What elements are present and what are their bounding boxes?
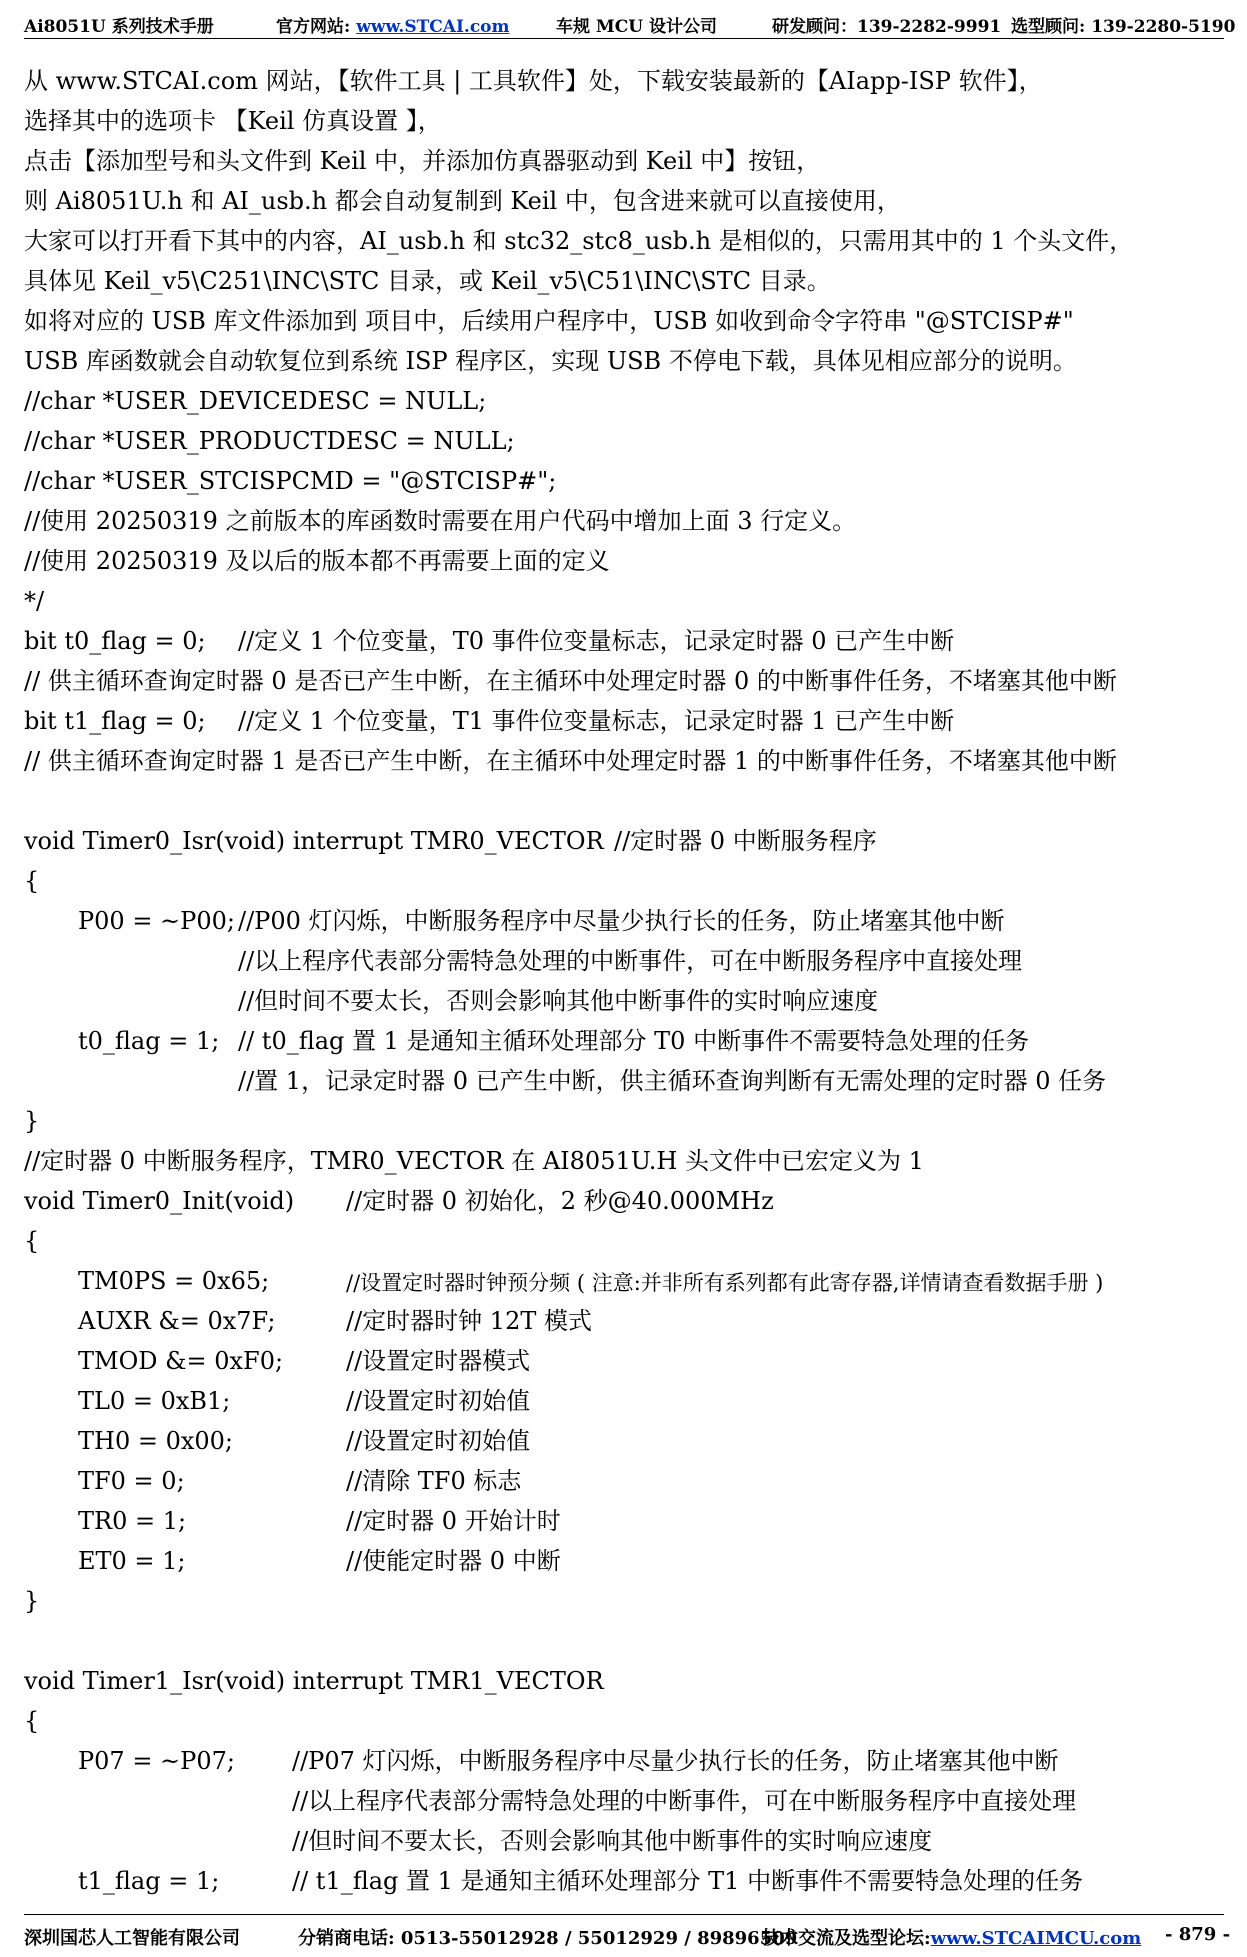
code-function-header: void Timer0_Isr(void) interrupt TMR0_VECTOR bbox=[24, 827, 604, 855]
code-comment: // 供主循环查询定时器 1 是否已产生中断，在主循环中处理定时器 1 的中断事件任务，不堵塞其他中断 bbox=[24, 747, 1117, 775]
code-comment: //定义 1 个位变量，T1 事件位变量标志，记录定时器 1 已产生中断 bbox=[238, 707, 955, 735]
text-line: 点击【添加型号和头文件到 Keil 中，并添加仿真器驱动到 Keil 中】按钮， bbox=[24, 147, 821, 175]
code-line: //char *USER_PRODUCTDESC = NULL; bbox=[24, 427, 515, 455]
code-comment: // 供主循环查询定时器 0 是否已产生中断，在主循环中处理定时器 0 的中断事件任务，不堵塞其他中断 bbox=[24, 667, 1117, 695]
code-statement: TR0 = 1; bbox=[78, 1507, 187, 1535]
code-line: */ bbox=[24, 587, 45, 615]
code-statement: TM0PS = 0x65; bbox=[78, 1267, 270, 1295]
website-label: 官方网站: bbox=[276, 17, 357, 37]
forum-label: 技术交流及选型论坛: bbox=[762, 1928, 931, 1949]
text-line: 则 Ai8051U.h 和 AI_usb.h 都会自动复制到 Keil 中，包含进来就可以直接使用， bbox=[24, 187, 901, 215]
rd-consultant-phone: 研发顾问：139-2282-9991 bbox=[772, 17, 1002, 37]
website-link[interactable]: www.STCAI.com bbox=[356, 17, 510, 37]
code-brace: { bbox=[24, 867, 40, 895]
footer-divider bbox=[24, 1914, 1224, 1915]
code-comment: //设置定时器时钟预分频 ( 注意:并非所有系列都有此寄存器,详情请查看数据手册 ) bbox=[346, 1271, 1104, 1295]
code-comment: //设置定时初始值 bbox=[346, 1387, 531, 1415]
code-statement: TL0 = 0xB1; bbox=[78, 1387, 231, 1415]
text-line: 如将对应的 USB 库文件添加到 项目中，后续用户程序中，USB 如收到命令字符串 "@STCISP#" bbox=[24, 307, 1074, 335]
code-comment: // t1_flag 置 1 是通知主循环处理部分 T1 中断事件不需要特急处理的任务 bbox=[292, 1867, 1084, 1895]
company-slogan: 车规 MCU 设计公司 bbox=[556, 17, 718, 37]
page-number: - 879 - bbox=[1165, 1924, 1231, 1945]
code-statement: t0_flag = 1; bbox=[78, 1027, 220, 1055]
code-comment: //设置定时初始值 bbox=[346, 1427, 531, 1455]
code-comment: //设置定时器模式 bbox=[346, 1347, 531, 1375]
footer-company: 深圳国芯人工智能有限公司 bbox=[24, 1928, 240, 1949]
code-comment: //定时器 0 初始化，2 秒@40.000MHz bbox=[346, 1187, 774, 1215]
selection-consultant-phone: 选型顾问: 139-2280-5190 bbox=[1011, 17, 1236, 37]
code-brace: } bbox=[24, 1107, 40, 1135]
text-line: USB 库函数就会自动软复位到系统 ISP 程序区，实现 USB 不停电下载，具体见相应部分的说明。 bbox=[24, 347, 1077, 375]
code-statement: ET0 = 1; bbox=[78, 1547, 186, 1575]
code-function-header: void Timer0_Init(void) bbox=[24, 1187, 295, 1215]
distributor-phone: 分销商电话: 0513-55012928 / 55012929 / 89896509 bbox=[298, 1928, 798, 1949]
text-line: 从 www.STCAI.com 网站，【软件工具 | 工具软件】处，下载安装最新的【AIapp-ISP 软件】， bbox=[24, 67, 1043, 95]
code-comment: //定时器 0 中断服务程序 bbox=[614, 827, 877, 855]
code-brace: { bbox=[24, 1227, 40, 1255]
text-line: 具体见 Keil_v5\C251\INC\STC 目录，或 Keil_v5\C51\INC\STC 目录。 bbox=[24, 267, 831, 295]
code-comment: //P00 灯闪烁，中断服务程序中尽量少执行长的任务，防止堵塞其他中断 bbox=[238, 907, 1005, 935]
code-comment: //清除 TF0 标志 bbox=[346, 1467, 522, 1495]
code-function-header: void Timer1_Isr(void) interrupt TMR1_VECTOR bbox=[24, 1667, 604, 1695]
code-comment: //但时间不要太长，否则会影响其他中断事件的实时响应速度 bbox=[238, 987, 879, 1015]
forum-info bbox=[762, 1924, 1141, 1950]
code-comment: //定时器 0 开始计时 bbox=[346, 1507, 561, 1535]
code-statement: P07 = ~P07; bbox=[78, 1747, 235, 1775]
code-comment: //定时器 0 中断服务程序，TMR0_VECTOR 在 AI8051U.H 头文件中已宏定义为 1 bbox=[24, 1147, 924, 1175]
code-statement: TF0 = 0; bbox=[78, 1467, 185, 1495]
code-comment: //但时间不要太长，否则会影响其他中断事件的实时响应速度 bbox=[292, 1827, 933, 1855]
code-statement: t1_flag = 1; bbox=[78, 1867, 220, 1895]
code-statement: TH0 = 0x00; bbox=[78, 1427, 234, 1455]
code-comment: //使用 20250319 之前版本的库函数时需要在用户代码中增加上面 3 行定义。 bbox=[24, 507, 857, 535]
page-footer bbox=[0, 1918, 1247, 1954]
code-line: //char *USER_STCISPCMD = "@STCISP#"; bbox=[24, 467, 557, 495]
code-statement: TMOD &= 0xF0; bbox=[78, 1347, 284, 1375]
code-comment: // t0_flag 置 1 是通知主循环处理部分 T0 中断事件不需要特急处理的任务 bbox=[238, 1027, 1030, 1055]
forum-link[interactable]: www.STCAIMCU.com bbox=[930, 1928, 1142, 1949]
code-comment: //定义 1 个位变量，T0 事件位变量标志，记录定时器 0 已产生中断 bbox=[238, 627, 955, 655]
code-brace: } bbox=[24, 1587, 40, 1615]
code-brace: { bbox=[24, 1707, 40, 1735]
code-comment: //使用 20250319 及以后的版本都不再需要上面的定义 bbox=[24, 547, 610, 575]
text-line: 大家可以打开看下其中的内容，AI_usb.h 和 stc32_stc8_usb.h 是相似的，只需用其中的 1 个头文件， bbox=[24, 227, 1134, 255]
code-statement: P00 = ~P00; bbox=[78, 907, 235, 935]
code-comment: //置 1，记录定时器 0 已产生中断，供主循环查询判断有无需处理的定时器 0 任务 bbox=[238, 1067, 1107, 1095]
code-statement: bit t0_flag = 0; bbox=[24, 627, 206, 655]
code-comment: //定时器时钟 12T 模式 bbox=[346, 1307, 592, 1335]
text-line: 选择其中的选项卡 【Keil 仿真设置 】， bbox=[24, 107, 442, 135]
code-comment: //使能定时器 0 中断 bbox=[346, 1547, 561, 1575]
manual-title: Ai8051U 系列技术手册 bbox=[24, 17, 214, 37]
code-comment: //以上程序代表部分需特急处理的中断事件，可在中断服务程序中直接处理 bbox=[292, 1787, 1077, 1815]
code-statement: bit t1_flag = 0; bbox=[24, 707, 206, 735]
code-comment: //P07 灯闪烁，中断服务程序中尽量少执行长的任务，防止堵塞其他中断 bbox=[292, 1747, 1059, 1775]
code-comment: //以上程序代表部分需特急处理的中断事件，可在中断服务程序中直接处理 bbox=[238, 947, 1023, 975]
code-statement: AUXR &= 0x7F; bbox=[78, 1307, 276, 1335]
code-line: //char *USER_DEVICEDESC = NULL; bbox=[24, 387, 487, 415]
